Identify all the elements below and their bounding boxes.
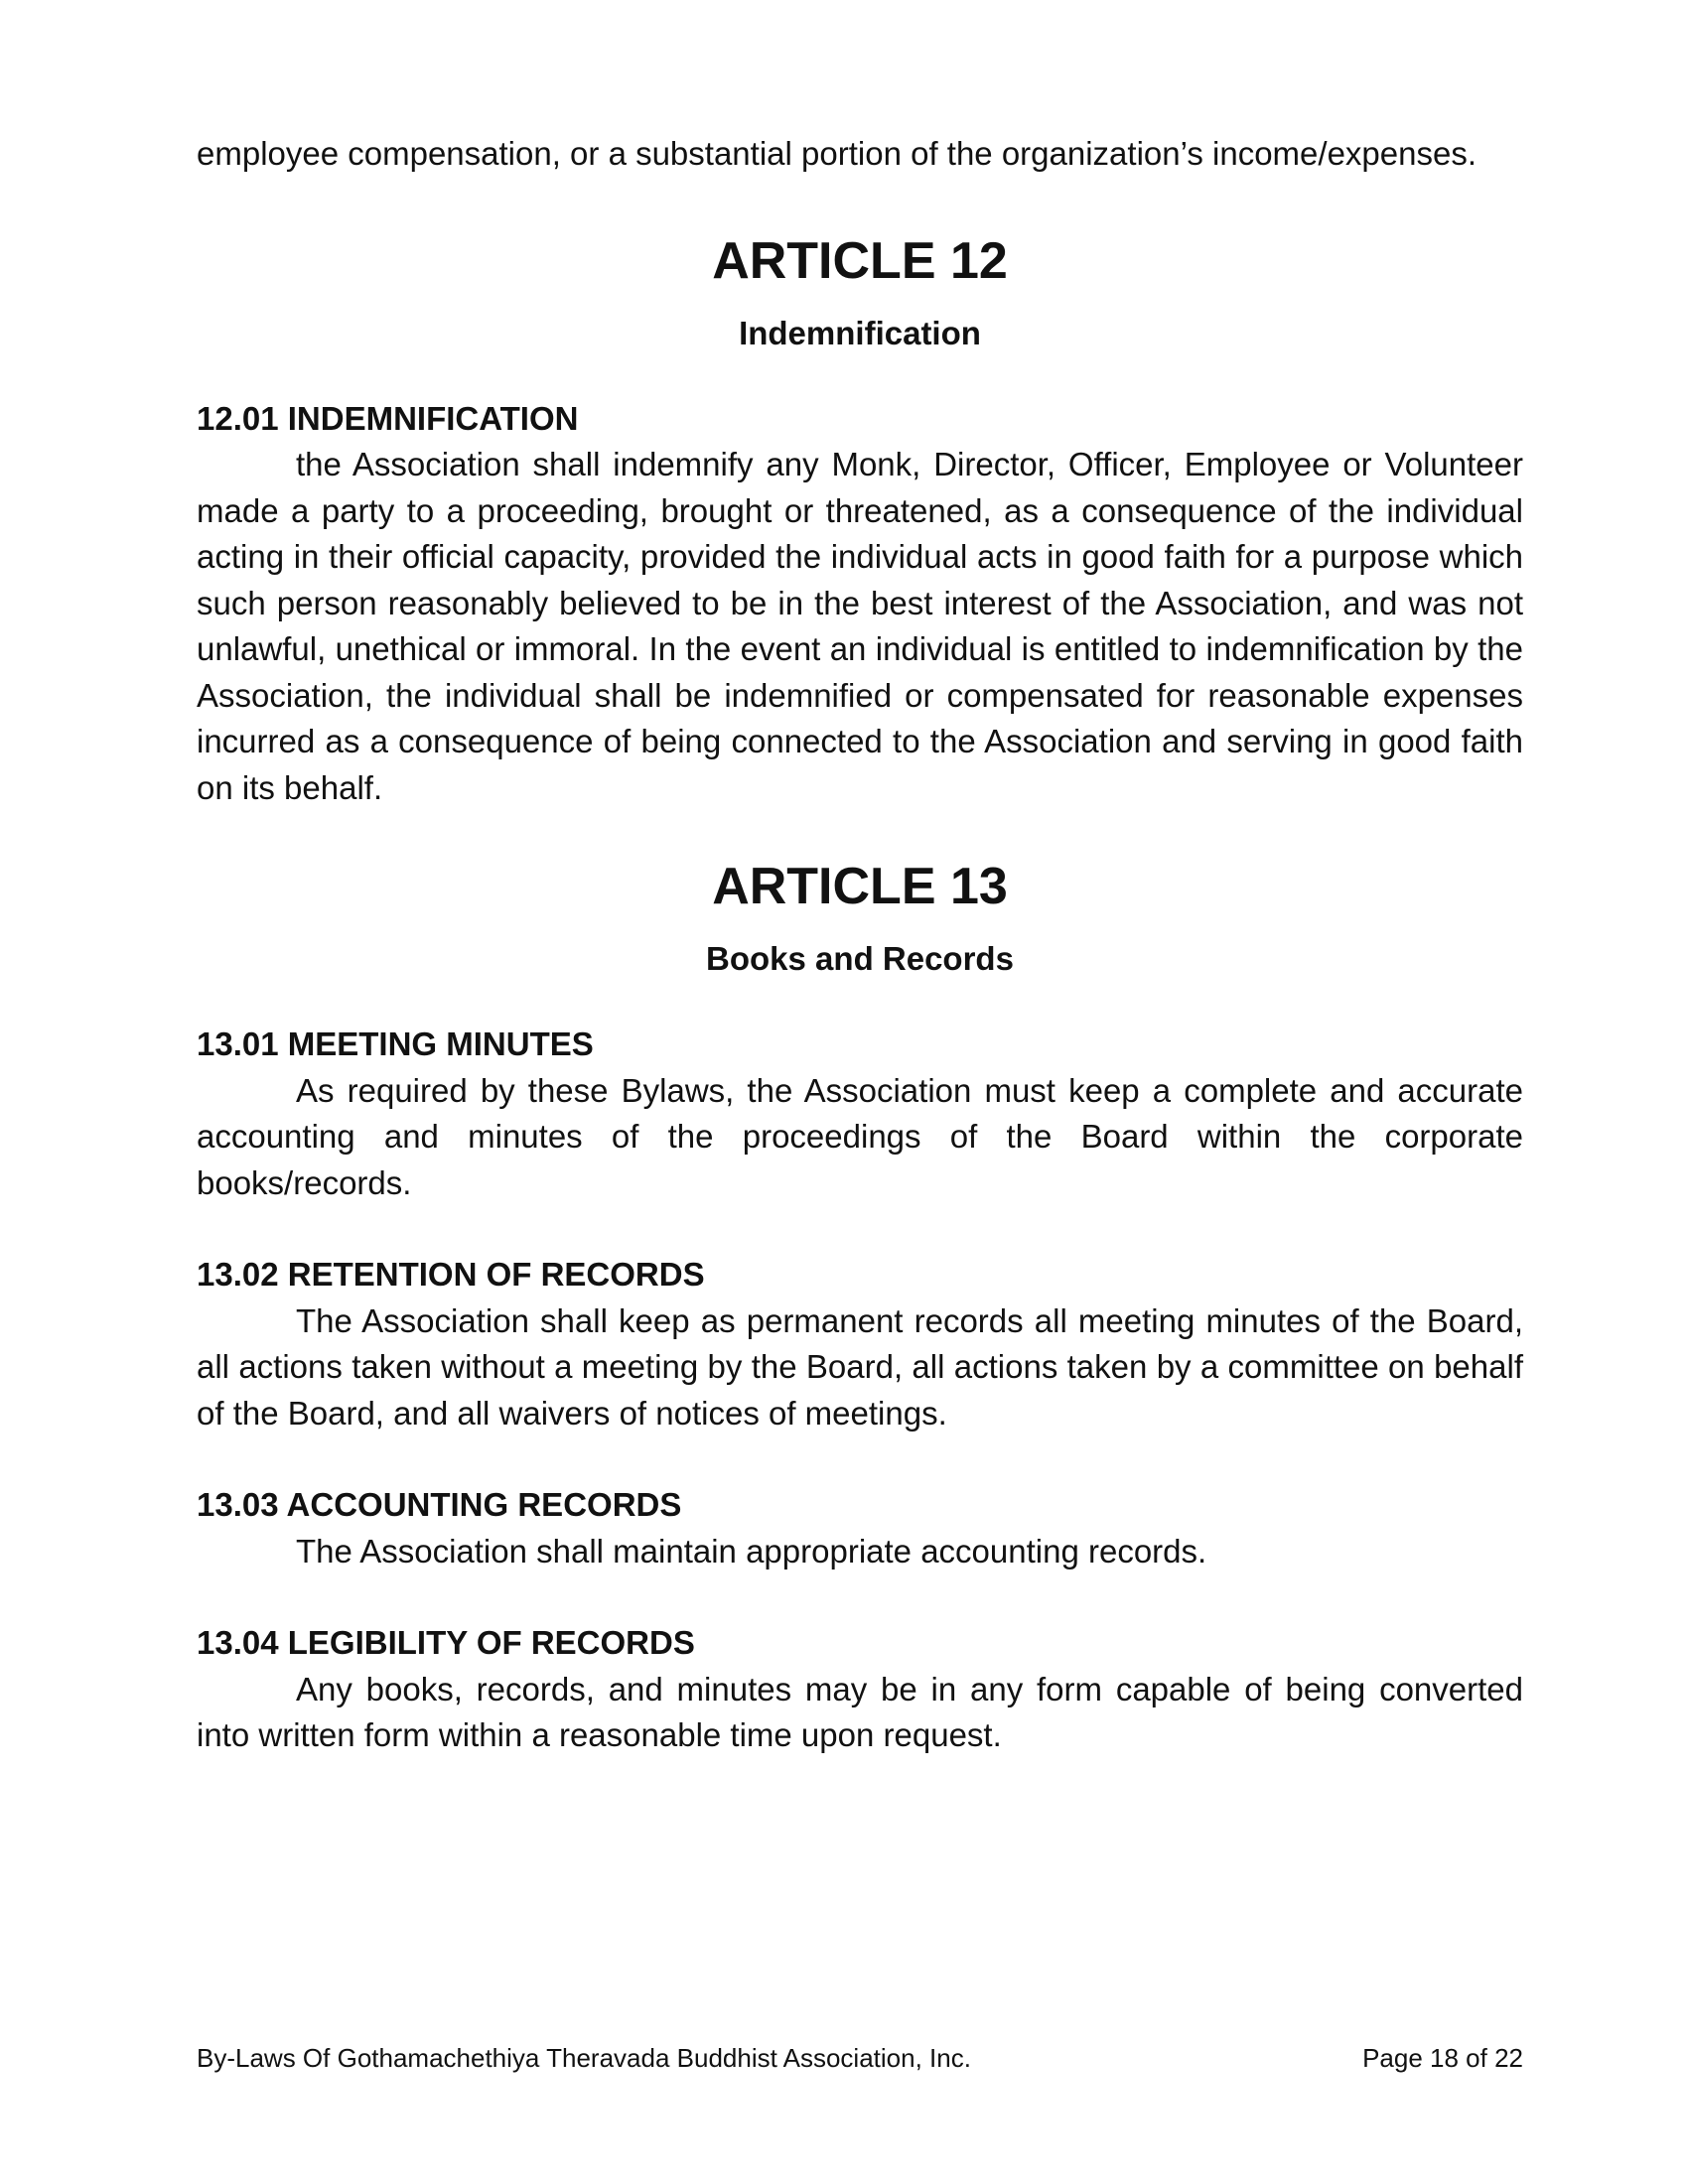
intro-paragraph: employee compensation, or a substantial portion of the organization’s income/expenses. xyxy=(197,135,1477,172)
article-13-title: ARTICLE 13 xyxy=(712,858,1008,915)
article-12-subtitle: Indemnification xyxy=(739,314,981,351)
section-13-01-body: As required by these Bylaws, the Association must keep a complete and accurate accounting and minutes of the proceedings of the Board within the corporate books/records. xyxy=(197,1071,1523,1201)
section-13-03-body: The Association shall maintain appropriate accounting records. xyxy=(296,1532,1207,1570)
section-12-01-body: the Association shall indemnify any Monk, Director, Officer, Employee or Volunteer made a party to a proceeding, brought or threatened, as a consequence of the individual acting in their official capacity, provided the individual acts in good faith for a purpose which such person reasonably believed to be in the best interest of the Association, and was not unlawful, unethical or immoral. In the event an individual is entitled to indemnification by the Association, the individual shall be indemnified or compensated for reasonable expenses incurred as a consequence of being connected to the Association and serving in good faith on its behalf. xyxy=(197,446,1523,806)
document-page xyxy=(197,131,1523,1759)
section-13-04-heading: 13.04 LEGIBILITY OF RECORDS xyxy=(197,1624,695,1661)
section-12-01-heading: 12.01 INDEMNIFICATION xyxy=(197,399,579,437)
section-13-04-body: Any books, records, and minutes may be in any form capable of being converted into written form within a reasonable time upon request. xyxy=(197,1670,1523,1753)
section-13-02-heading: 13.02 RETENTION OF RECORDS xyxy=(197,1256,705,1293)
section-13-01-heading: 13.01 MEETING MINUTES xyxy=(197,1025,594,1062)
article-13-subtitle: Books and Records xyxy=(706,940,1014,977)
section-13-03-heading: 13.03 ACCOUNTING RECORDS xyxy=(197,1486,682,1523)
footer-page-number: Page 18 of 22 xyxy=(1362,2043,1523,2073)
footer-document-title: By-Laws Of Gothamachethiya Theravada Buddhist Association, Inc. xyxy=(197,2043,971,2073)
article-12-title: ARTICLE 12 xyxy=(712,231,1008,290)
section-13-02-body: The Association shall keep as permanent records all meeting minutes of the Board, all actions taken without a meeting by the Board, all actions taken by a committee on behalf of the Board, and all waivers of notices of meetings. xyxy=(197,1301,1523,1432)
